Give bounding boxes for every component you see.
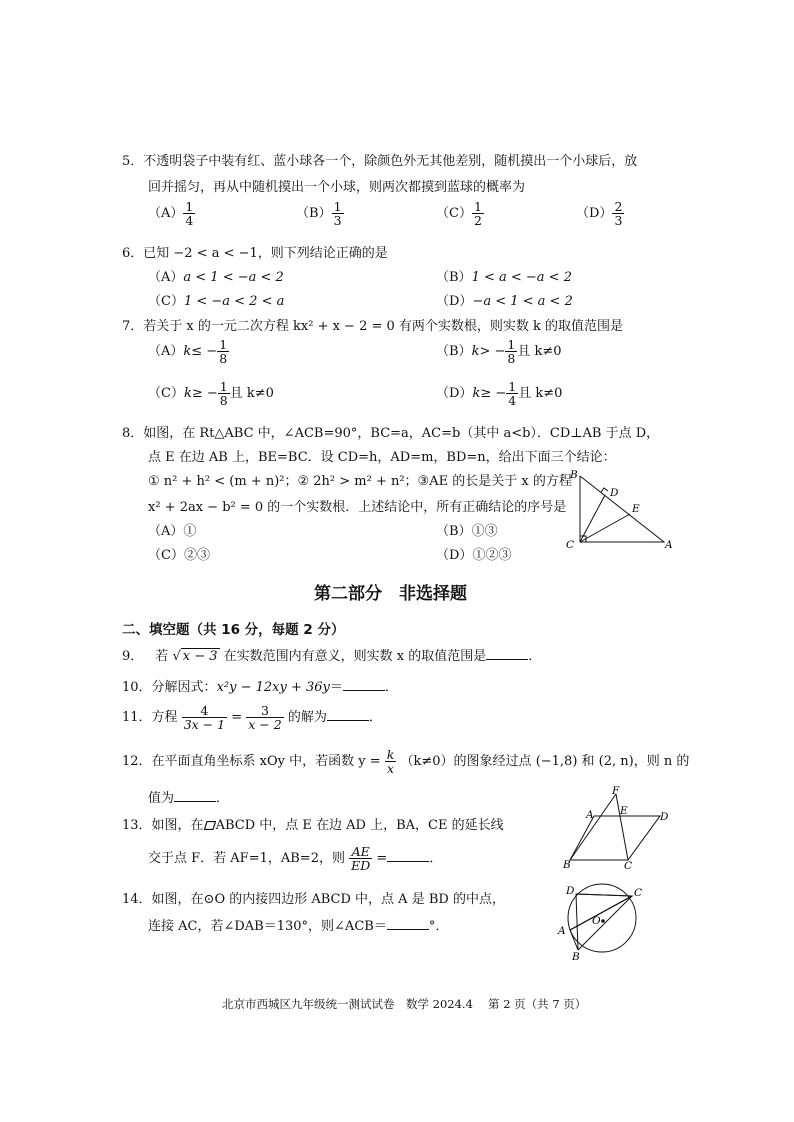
q10: 10．分解因式：x²y − 12xy + 36y＝ ． (122, 680, 398, 695)
q5-line2: 回并摇匀，再从中随机摸出一个小球，则两次都摸到蓝球的概率为 (148, 180, 526, 195)
q12-line1: 12．在平面直角坐标系 xOy 中，若函数 y = $\frac{k}{x}$ （k≠0）的图象经过点 (−1,8) 和 (2, n)，则 n 的 (122, 747, 690, 777)
q8-line2: 点 E 在边 AB 上，BE=BC．设 CD=h，AD=m，BD=n，给出下面三个结论： (148, 450, 616, 465)
page-footer: 北京市西城区九年级统一测试试卷 数学 2024.4 第 2 页（共 7 页） (222, 997, 587, 1011)
q5-option-d: （D） $\frac{2}{3}$ (576, 199, 623, 229)
q8-line4: x² + 2ax − b² = 0 的一个实数根．上述结论中，所有正确结论的序号是 (148, 500, 567, 515)
q14-center-point (601, 919, 605, 923)
q8-option-c: （C）②③ (148, 548, 210, 563)
q14-figure (552, 880, 652, 964)
parallelogram-icon (204, 821, 216, 830)
q13-line-bf (570, 794, 616, 860)
q13-label-e: E (620, 805, 628, 817)
q5-text-1: 不透明袋子中装有红、蓝小球各一个，除颜色外无其他差别，随机摸出一个小球后，放 (143, 154, 638, 169)
q14-label-d: D (566, 885, 575, 897)
q7-option-b: （B）k> − $\frac{1}{8}$ 且 k≠0 (436, 337, 562, 367)
q8-triangle (580, 476, 664, 542)
q8-option-b: （B）①③ (436, 524, 498, 539)
q6-stem: 6．已知 −2 < a < −1，则下列结论正确的是 (122, 246, 388, 261)
q14-answer-blank (387, 917, 429, 930)
q5-option-c: （C） $\frac{1}{2}$ (436, 199, 482, 229)
q13-answer-blank (387, 849, 429, 862)
q6-option-a: （A）a < 1 < −a < 2 (148, 270, 284, 285)
q5-option-b: （B） $\frac{1}{3}$ (296, 199, 342, 229)
q8-label-c: C (566, 539, 575, 551)
q10-answer-blank (343, 678, 385, 691)
q13-parallelogram (570, 816, 660, 860)
section-fill-in-title: 二、填空题（共 16 分，每题 2 分） (122, 622, 345, 638)
q14-label-c: C (634, 887, 643, 899)
q7-option-a: （A）k≤ − $\frac{1}{8}$ (148, 337, 228, 367)
q8-line3: ① n² + h² < (m + n)²；② 2h² > m² + n²；③AE 的长是关于 x 的方程 (148, 474, 572, 489)
q13-label-a: A (586, 809, 594, 821)
q14-line1: 14．如图，在⊙O 的内接四边形 ABCD 中，点 A 是 BD 的中点， (122, 892, 505, 907)
q8-figure (560, 462, 680, 552)
q8-label-e: E (632, 503, 640, 515)
q6-option-b: （B）1 < a < −a < 2 (436, 270, 572, 285)
q8-option-d: （D）①②③ (436, 548, 512, 563)
q14-label-o: O (592, 915, 601, 927)
q13-line1: 13．如图，在 ABCD 中，点 E 在边 AD 上，BA，CE 的延长线 (122, 818, 504, 833)
q14-quadrilateral-outline (570, 894, 632, 950)
q5-number: 5． (122, 154, 144, 169)
q13-label-f: F (612, 786, 620, 797)
q8-right-angle-d (601, 488, 608, 492)
q8-option-a: （A）① (148, 524, 197, 539)
q6-option-d: （D）−a < 1 < a < 2 (436, 294, 573, 309)
q8-line1: 8．如图，在 Rt△ABC 中，∠ACB=90°，BC=a，AC=b（其中 a<b）．CD⊥AB 于点 D， (122, 426, 660, 441)
q13-label-c: C (624, 860, 633, 870)
q13-label-d: D (660, 811, 669, 823)
q5-option-a: （A） $\frac{1}{4}$ (148, 199, 194, 229)
q8-label-d: D (610, 487, 619, 499)
q6-option-c: （C）1 < −a < 2 < a (148, 294, 285, 309)
q14-label-b: B (572, 951, 580, 963)
q14-label-a: A (558, 925, 566, 937)
q13-line2: 交于点 F．若 AF=1，AB=2，则 $\frac{AE}{ED}$ = ． (148, 844, 443, 874)
q11-answer-blank (327, 708, 369, 721)
q8-label-a: A (665, 539, 673, 551)
q9-answer-blank (486, 647, 528, 660)
q13-label-b: B (563, 859, 571, 870)
q11: 11．方程 $\frac{4}{3x - 1}$ = $\frac{3}{x - 2}$ 的解为 ． (122, 703, 382, 733)
q12-line2: 值为 ． (148, 791, 230, 806)
q9-radicand: x − 3 (182, 649, 218, 664)
q14-chord-ac (570, 896, 632, 930)
q8-label-b: B (570, 469, 578, 481)
part2-title: 第二部分 非选择题 (314, 584, 467, 604)
q12-answer-blank (174, 789, 216, 802)
q9: 9． 若 √ x − 3 在实数范围内有意义，则实数 x 的取值范围是 ． (122, 649, 542, 664)
q7-option-c: （C）k≥ − $\frac{1}{8}$ 且 k≠0 (148, 379, 274, 409)
q5-line1 (122, 150, 637, 169)
q7-stem: 7．若关于 x 的一元二次方程 kx² + x − 2 = 0 有两个实数根，则实数 k 的取值范围是 (122, 319, 624, 334)
q13-figure (560, 786, 672, 870)
q14-line2: 连接 AC，若∠DAB＝130°，则∠ACB＝ °． (148, 919, 449, 934)
q13-line-cf (616, 794, 628, 860)
q7-option-d: （D）k≥ − $\frac{1}{4}$ 且 k≠0 (436, 379, 563, 409)
